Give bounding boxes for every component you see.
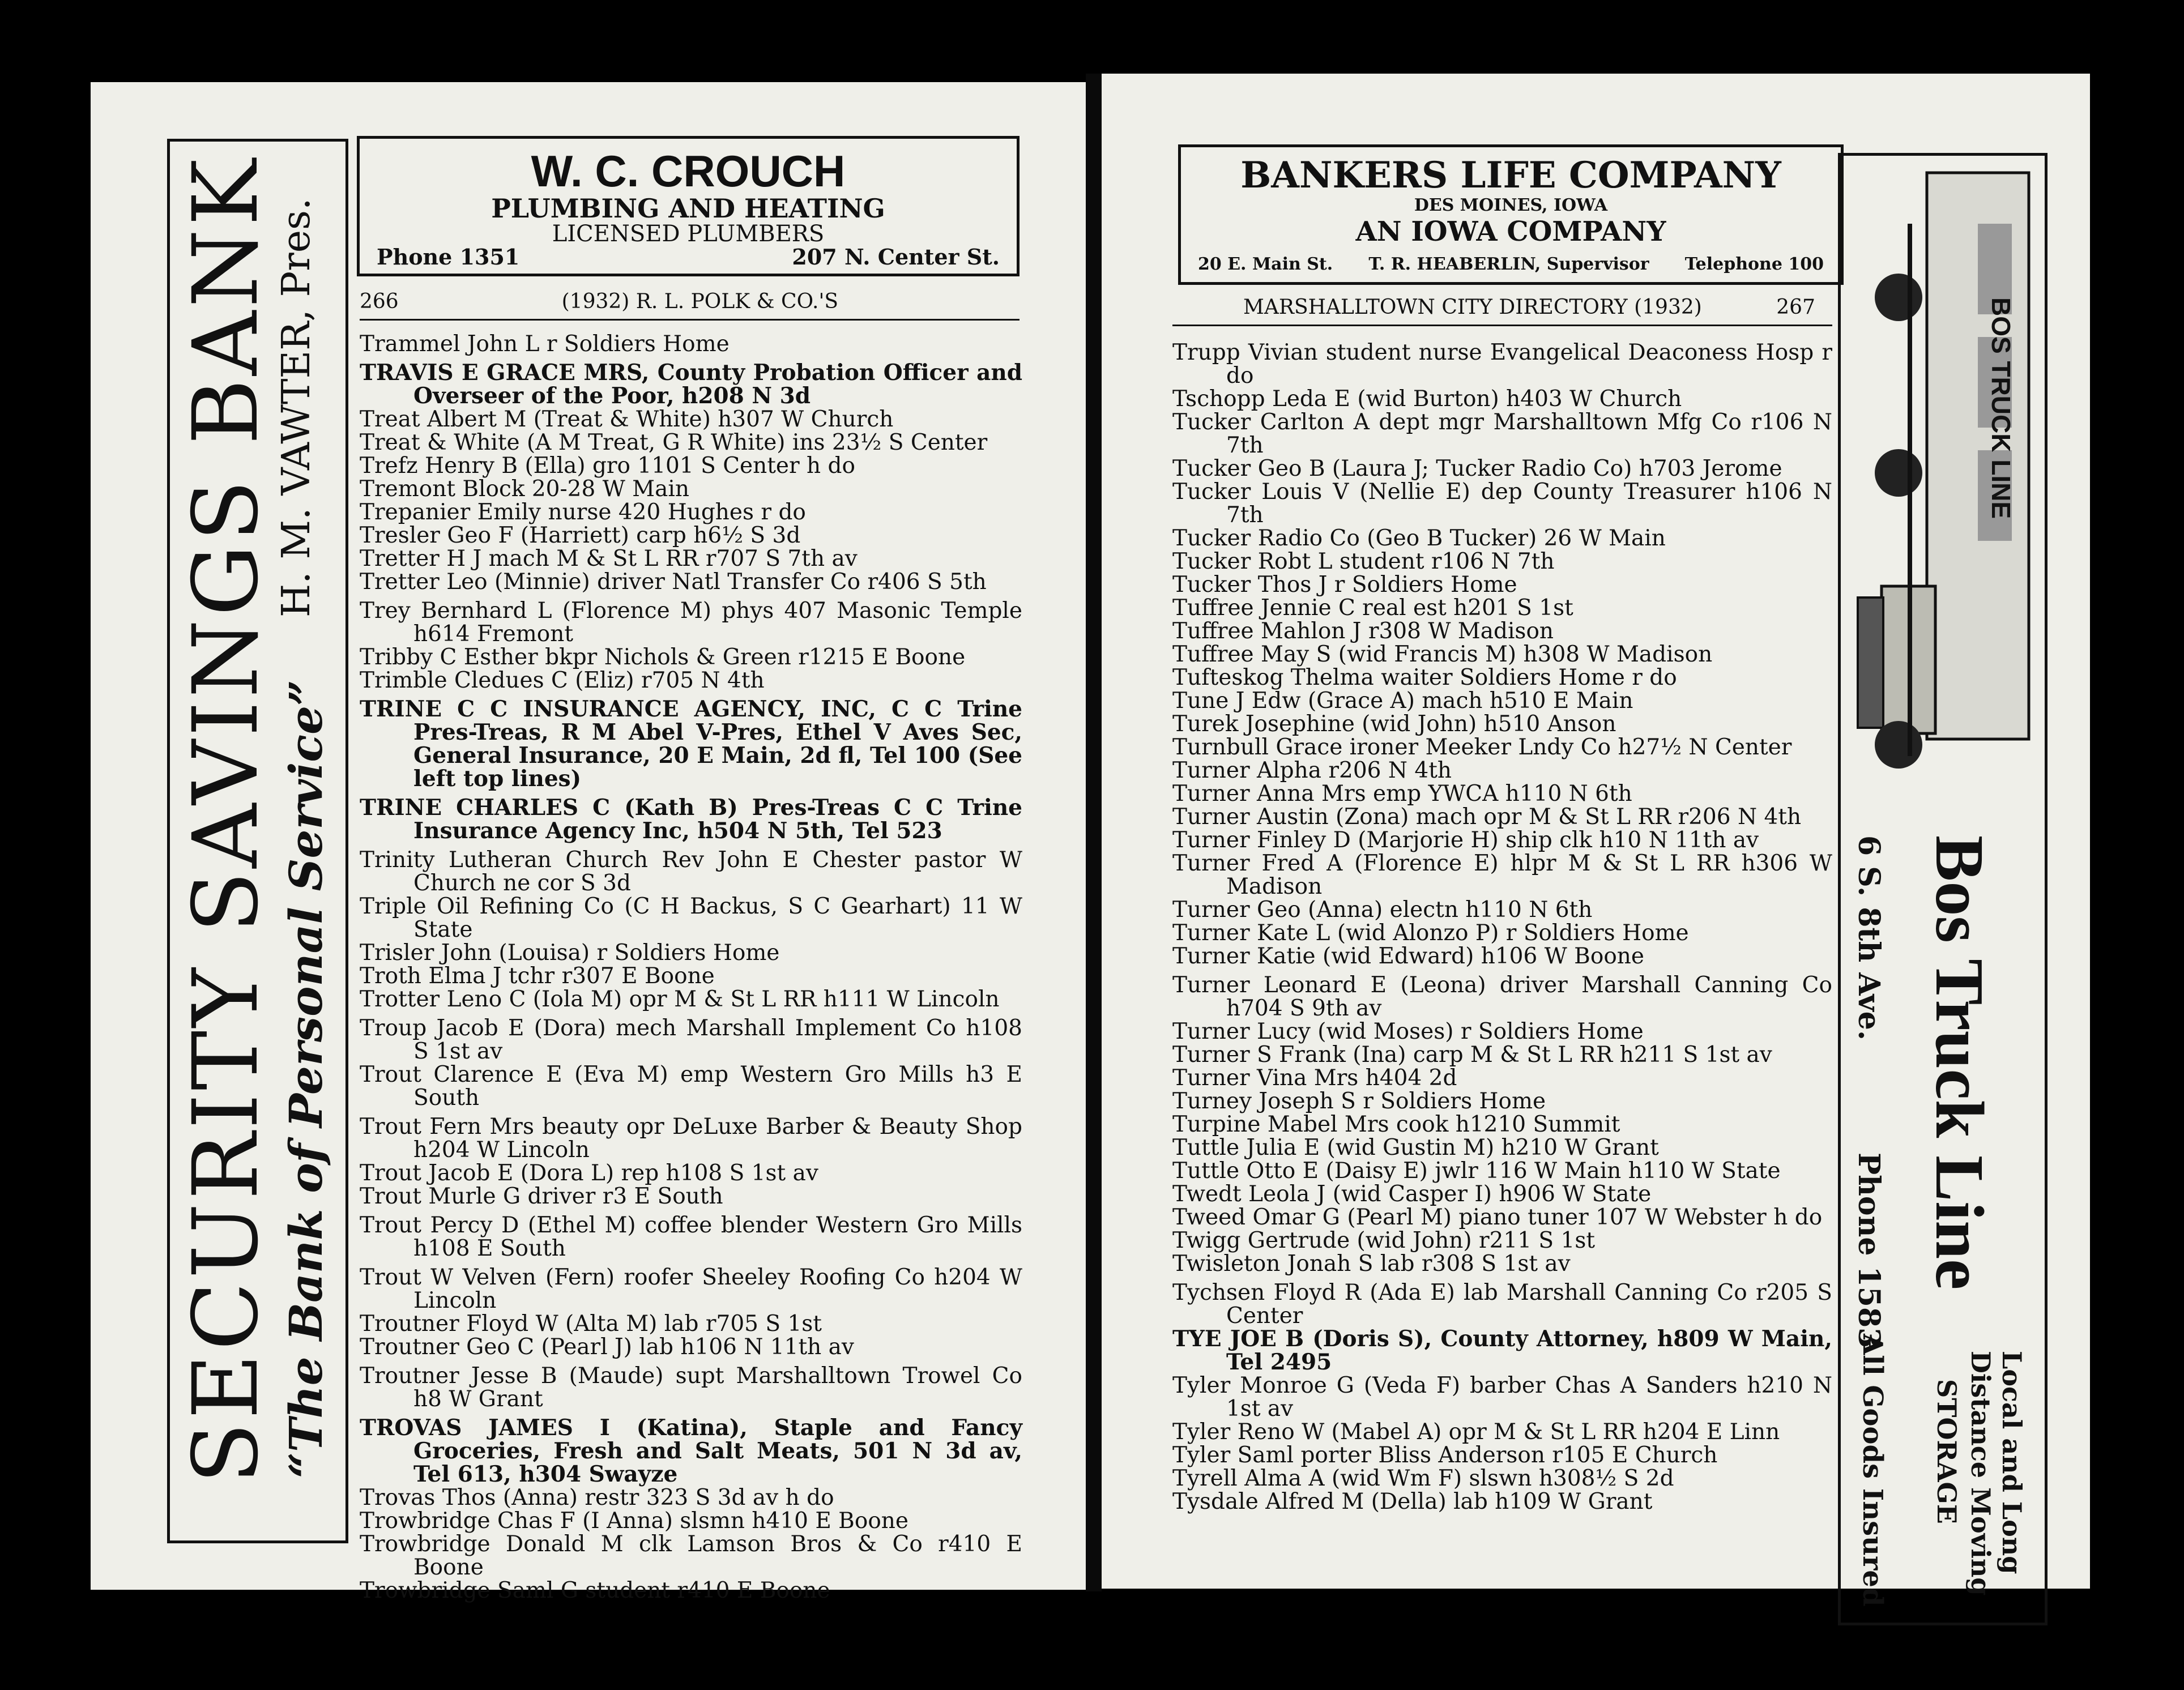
left-page	[91, 82, 1086, 1603]
directory-entry: Troup Jacob E (Dora) mech Marshall Implement Co h108 S 1st av	[360, 1015, 1022, 1064]
bankers-address: 20 E. Main St.	[1198, 254, 1333, 274]
directory-entry: Troutner Geo C (Pearl J) lab h106 N 11th av	[360, 1334, 854, 1360]
directory-entry: Turner Lucy (wid Moses) r Soldiers Home	[1172, 1019, 1644, 1044]
directory-entry: Troutner Jesse B (Maude) supt Marshalltown Trowel Co h8 W Grant	[360, 1363, 1022, 1412]
truck-line-address: 6 S. 8th Ave.	[1852, 835, 1886, 1040]
directory-entry: TRINE C C INSURANCE AGENCY, INC, C C Trine Pres-Treas, R M Abel V-Pres, Ethel V Aves Sec, General Insurance, 20 E Main, 2d fl, Tel 100 (See left top lines)	[360, 696, 1022, 792]
directory-entry: Trotter Leno C (Iola M) opr M & St L RR h111 W Lincoln	[360, 987, 1000, 1012]
truck-line-line2: Distance Moving	[1965, 1351, 1996, 1596]
directory-entry: Turner Finley D (Marjorie H) ship clk h10 N 11th av	[1172, 827, 1759, 853]
directory-entry: Treat Albert M (Treat & White) h307 W Church	[360, 407, 894, 432]
truck-line-name: Bos Truck Line	[1921, 835, 1998, 1290]
directory-entry: Turpine Mabel Mrs cook h1210 Summit	[1172, 1112, 1620, 1137]
directory-entry: Troutner Floyd W (Alta M) lab r705 S 1st	[360, 1311, 822, 1337]
bos-truck-line-ad	[1838, 153, 2048, 1625]
directory-entry: Tysdale Alfred M (Della) lab h109 W Grant	[1172, 1489, 1653, 1514]
directory-entry: Tschopp Leda E (wid Burton) h403 W Church	[1172, 386, 1682, 412]
directory-entry: Turner Leonard E (Leona) driver Marshall Canning Co h704 S 9th av	[1172, 972, 1832, 1021]
directory-entry: Tuffree Jennie C real est h201 S 1st	[1172, 595, 1573, 621]
directory-entry: Turner Geo (Anna) electn h110 N 6th	[1172, 897, 1593, 923]
bankers-name: BANKERS LIFE COMPANY	[1240, 154, 1781, 197]
bankers-phone: Telephone 100	[1684, 254, 1824, 274]
directory-entry: Trowbridge Chas F (I Anna) slsmn h410 E Boone	[360, 1508, 909, 1534]
directory-entry: Tune J Edw (Grace A) mach h510 E Main	[1172, 688, 1633, 714]
directory-entry: Trout Clarence E (Eva M) emp Western Gro Mills h3 E South	[360, 1062, 1022, 1111]
truck-sign-text: BOS TRUCK LINE	[1986, 297, 2016, 519]
directory-entry: Trowbridge Saml G student r410 E Boone	[360, 1578, 830, 1603]
directory-entry: Tuffree May S (wid Francis M) h308 W Madison	[1172, 642, 1713, 667]
directory-entry: Trefz Henry B (Ella) gro 1101 S Center h do	[360, 453, 855, 479]
crouch-plumbing-ad	[357, 136, 1020, 276]
directory-entry: Tuttle Julia E (wid Gustin M) h210 W Grant	[1172, 1135, 1659, 1160]
header-rule	[1172, 325, 1832, 326]
directory-entry: TRAVIS E GRACE MRS, County Probation Officer and Overseer of the Poor, h208 N 3d	[360, 360, 1022, 409]
directory-entry: Trey Bernhard L (Florence M) phys 407 Masonic Temple h614 Fremont	[360, 598, 1022, 647]
directory-entry: Turek Josephine (wid John) h510 Anson	[1172, 711, 1616, 737]
directory-entry: Trinity Lutheran Church Rev John E Chester pastor W Church ne cor S 3d	[360, 847, 1022, 896]
running-header	[1164, 297, 1815, 318]
directory-entry: Tychsen Floyd R (Ada E) lab Marshall Canning Co r205 S Center	[1172, 1280, 1832, 1329]
directory-entry: Tresler Geo F (Harriett) carp h6½ S 3d	[360, 523, 801, 548]
directory-entry: Turner S Frank (Ina) carp M & St L RR h211 S 1st av	[1172, 1042, 1772, 1068]
directory-entry: Trammel John L r Soldiers Home	[360, 331, 730, 357]
directory-entry: Tucker Radio Co (Geo B Tucker) 26 W Main	[1172, 526, 1666, 551]
directory-entry: Tuffree Mahlon J r308 W Madison	[1172, 618, 1554, 644]
directory-entry: Tretter Leo (Minnie) driver Natl Transfer Co r406 S 5th	[360, 569, 987, 595]
directory-entry: Turner Kate L (wid Alonzo P) r Soldiers Home	[1172, 920, 1689, 946]
directory-entry: Trimble Cledues C (Eliz) r705 N 4th	[360, 668, 765, 693]
bankers-supervisor: T. R. HEABERLIN, Supervisor	[1368, 254, 1649, 274]
directory-entry: Tucker Robt L student r106 N 7th	[1172, 549, 1555, 574]
bank-name: SECURITY SAVINGS BANK	[174, 155, 278, 1484]
directory-entry: TRINE CHARLES C (Kath B) Pres-Treas C C Trine Insurance Agency Inc, h504 N 5th, Tel 523	[360, 795, 1022, 844]
directory-entry: Turner Alpha r206 N 4th	[1172, 758, 1452, 783]
directory-entry: Tyrell Alma A (wid Wm F) slswn h308½ S 2d	[1172, 1466, 1674, 1491]
directory-entry: Tucker Thos J r Soldiers Home	[1172, 572, 1517, 598]
bankers-city: DES MOINES, IOWA	[1414, 195, 1608, 215]
crouch-address: 207 N. Center St.	[792, 244, 1000, 270]
directory-entry: Turner Anna Mrs emp YWCA h110 N 6th	[1172, 781, 1632, 806]
directory-entry: Turner Fred A (Florence E) hlpr M & St L RR h306 W Madison	[1172, 851, 1832, 899]
directory-entry: Trout Murle G driver r3 E South	[360, 1184, 723, 1209]
header-title: (1932) R. L. POLK & CO.'S	[561, 290, 838, 313]
directory-entry: Tremont Block 20-28 W Main	[360, 476, 689, 502]
directory-entry: TYE JOE B (Doris S), County Attorney, h809 W Main, Tel 2495	[1172, 1326, 1832, 1375]
truck-line-line1: Local and Long	[1997, 1351, 2027, 1574]
directory-entry: Tyler Saml porter Bliss Anderson r105 E Church	[1172, 1443, 1718, 1468]
directory-entry: Twedt Leola J (wid Casper I) h906 W State	[1172, 1181, 1652, 1207]
directory-entry: Tucker Carlton A dept mgr Marshalltown Mfg Co r106 N 7th	[1172, 409, 1832, 458]
bank-president: H. M. VAWTER, Pres.	[274, 198, 319, 617]
directory-entry: Trout Jacob E (Dora L) rep h108 S 1st av	[360, 1160, 818, 1186]
crouch-phone: Phone 1351	[377, 244, 520, 270]
directory-entry: Trepanier Emily nurse 420 Hughes r do	[360, 500, 806, 525]
bankers-tagline: AN IOWA COMPANY	[1355, 216, 1666, 247]
directory-entry: Tribby C Esther bkpr Nichols & Green r1215 E Boone	[360, 645, 966, 670]
directory-entry: Turner Vina Mrs h404 2d	[1172, 1065, 1457, 1091]
directory-entry: Tyler Reno W (Mabel A) opr M & St L RR h204 E Linn	[1172, 1419, 1780, 1445]
page-number: 267	[1776, 296, 1815, 319]
page-number: 266	[360, 290, 399, 313]
directory-column	[1172, 341, 1832, 1513]
directory-entry: Turney Joseph S r Soldiers Home	[1172, 1089, 1546, 1114]
book-gutter	[1086, 74, 1102, 1591]
security-savings-bank-ad	[167, 139, 348, 1543]
directory-entry: Trout Fern Mrs beauty opr DeLuxe Barber & Beauty Shop h204 W Lincoln	[360, 1114, 1022, 1163]
directory-entry: Tucker Louis V (Nellie E) dep County Treasurer h106 N 7th	[1172, 479, 1832, 528]
directory-entry: Trisler John (Louisa) r Soldiers Home	[360, 940, 780, 966]
directory-entry: Trout W Velven (Fern) roofer Sheeley Roofing Co h204 W Lincoln	[360, 1265, 1022, 1313]
truck-line-phone: Phone 1583	[1852, 1153, 1886, 1348]
directory-entry: Tweed Omar G (Pearl M) piano tuner 107 W Webster h do	[1172, 1205, 1823, 1230]
directory-entry: Turnbull Grace ironer Meeker Lndy Co h27½ N Center	[1172, 735, 1792, 760]
header-title: MARSHALLTOWN CITY DIRECTORY (1932)	[1243, 296, 1702, 319]
directory-entry: Trout Percy D (Ethel M) coffee blender Western Gro Mills h108 E South	[360, 1213, 1022, 1261]
directory-entry: Trovas Thos (Anna) restr 323 S 3d av h do	[360, 1485, 834, 1510]
bankers-life-ad	[1178, 144, 1844, 285]
crouch-line2: LICENSED PLUMBERS	[552, 221, 825, 247]
directory-entry: Twigg Gertrude (wid John) r211 S 1st	[1172, 1228, 1596, 1253]
directory-entry: Tufteskog Thelma waiter Soldiers Home r do	[1172, 665, 1677, 690]
crouch-name: W. C. CROUCH	[531, 146, 846, 196]
truck-line-line3: STORAGE	[1931, 1379, 1962, 1524]
directory-column	[360, 332, 1022, 1602]
directory-entry: TROVAS JAMES I (Katina), Staple and Fancy Groceries, Fresh and Salt Meats, 501 N 3d av, Tel 613, h304 Swayze	[360, 1415, 1022, 1487]
directory-entry: Tucker Geo B (Laura J; Tucker Radio Co) h703 Jerome	[1172, 456, 1782, 481]
directory-entry: Twisleton Jonah S lab r308 S 1st av	[1172, 1251, 1571, 1277]
directory-entry: Tretter H J mach M & St L RR r707 S 7th av	[360, 546, 858, 571]
directory-entry: Tuttle Otto E (Daisy E) jwlr 116 W Main h110 W State	[1172, 1158, 1781, 1184]
header-rule	[360, 319, 1020, 321]
running-header	[360, 292, 1020, 312]
directory-entry: Triple Oil Refining Co (C H Backus, S C Gearhart) 11 W State	[360, 894, 1022, 942]
directory-entry: Tyler Monroe G (Veda F) barber Chas A Sanders h210 N 1st av	[1172, 1373, 1832, 1422]
crouch-line1: PLUMBING AND HEATING	[491, 193, 885, 224]
directory-entry: Turner Austin (Zona) mach opr M & St L RR r206 N 4th	[1172, 804, 1802, 830]
directory-entry: Troth Elma J tchr r307 E Boone	[360, 963, 715, 989]
directory-entry: Turner Katie (wid Edward) h106 W Boone	[1172, 944, 1644, 969]
directory-entry: Trupp Vivian student nurse Evangelical Deaconess Hosp r do	[1172, 340, 1832, 389]
right-page	[1102, 74, 2090, 1607]
directory-entry: Treat & White (A M Treat, G R White) ins 23½ S Center	[360, 430, 988, 455]
bank-slogan: “The Bank of Personal Service”	[279, 680, 332, 1478]
truck-line-line4: All Goods Insured	[1857, 1334, 1888, 1607]
directory-entry: Trowbridge Donald M clk Lamson Bros & Co r410 E Boone	[360, 1531, 1022, 1580]
